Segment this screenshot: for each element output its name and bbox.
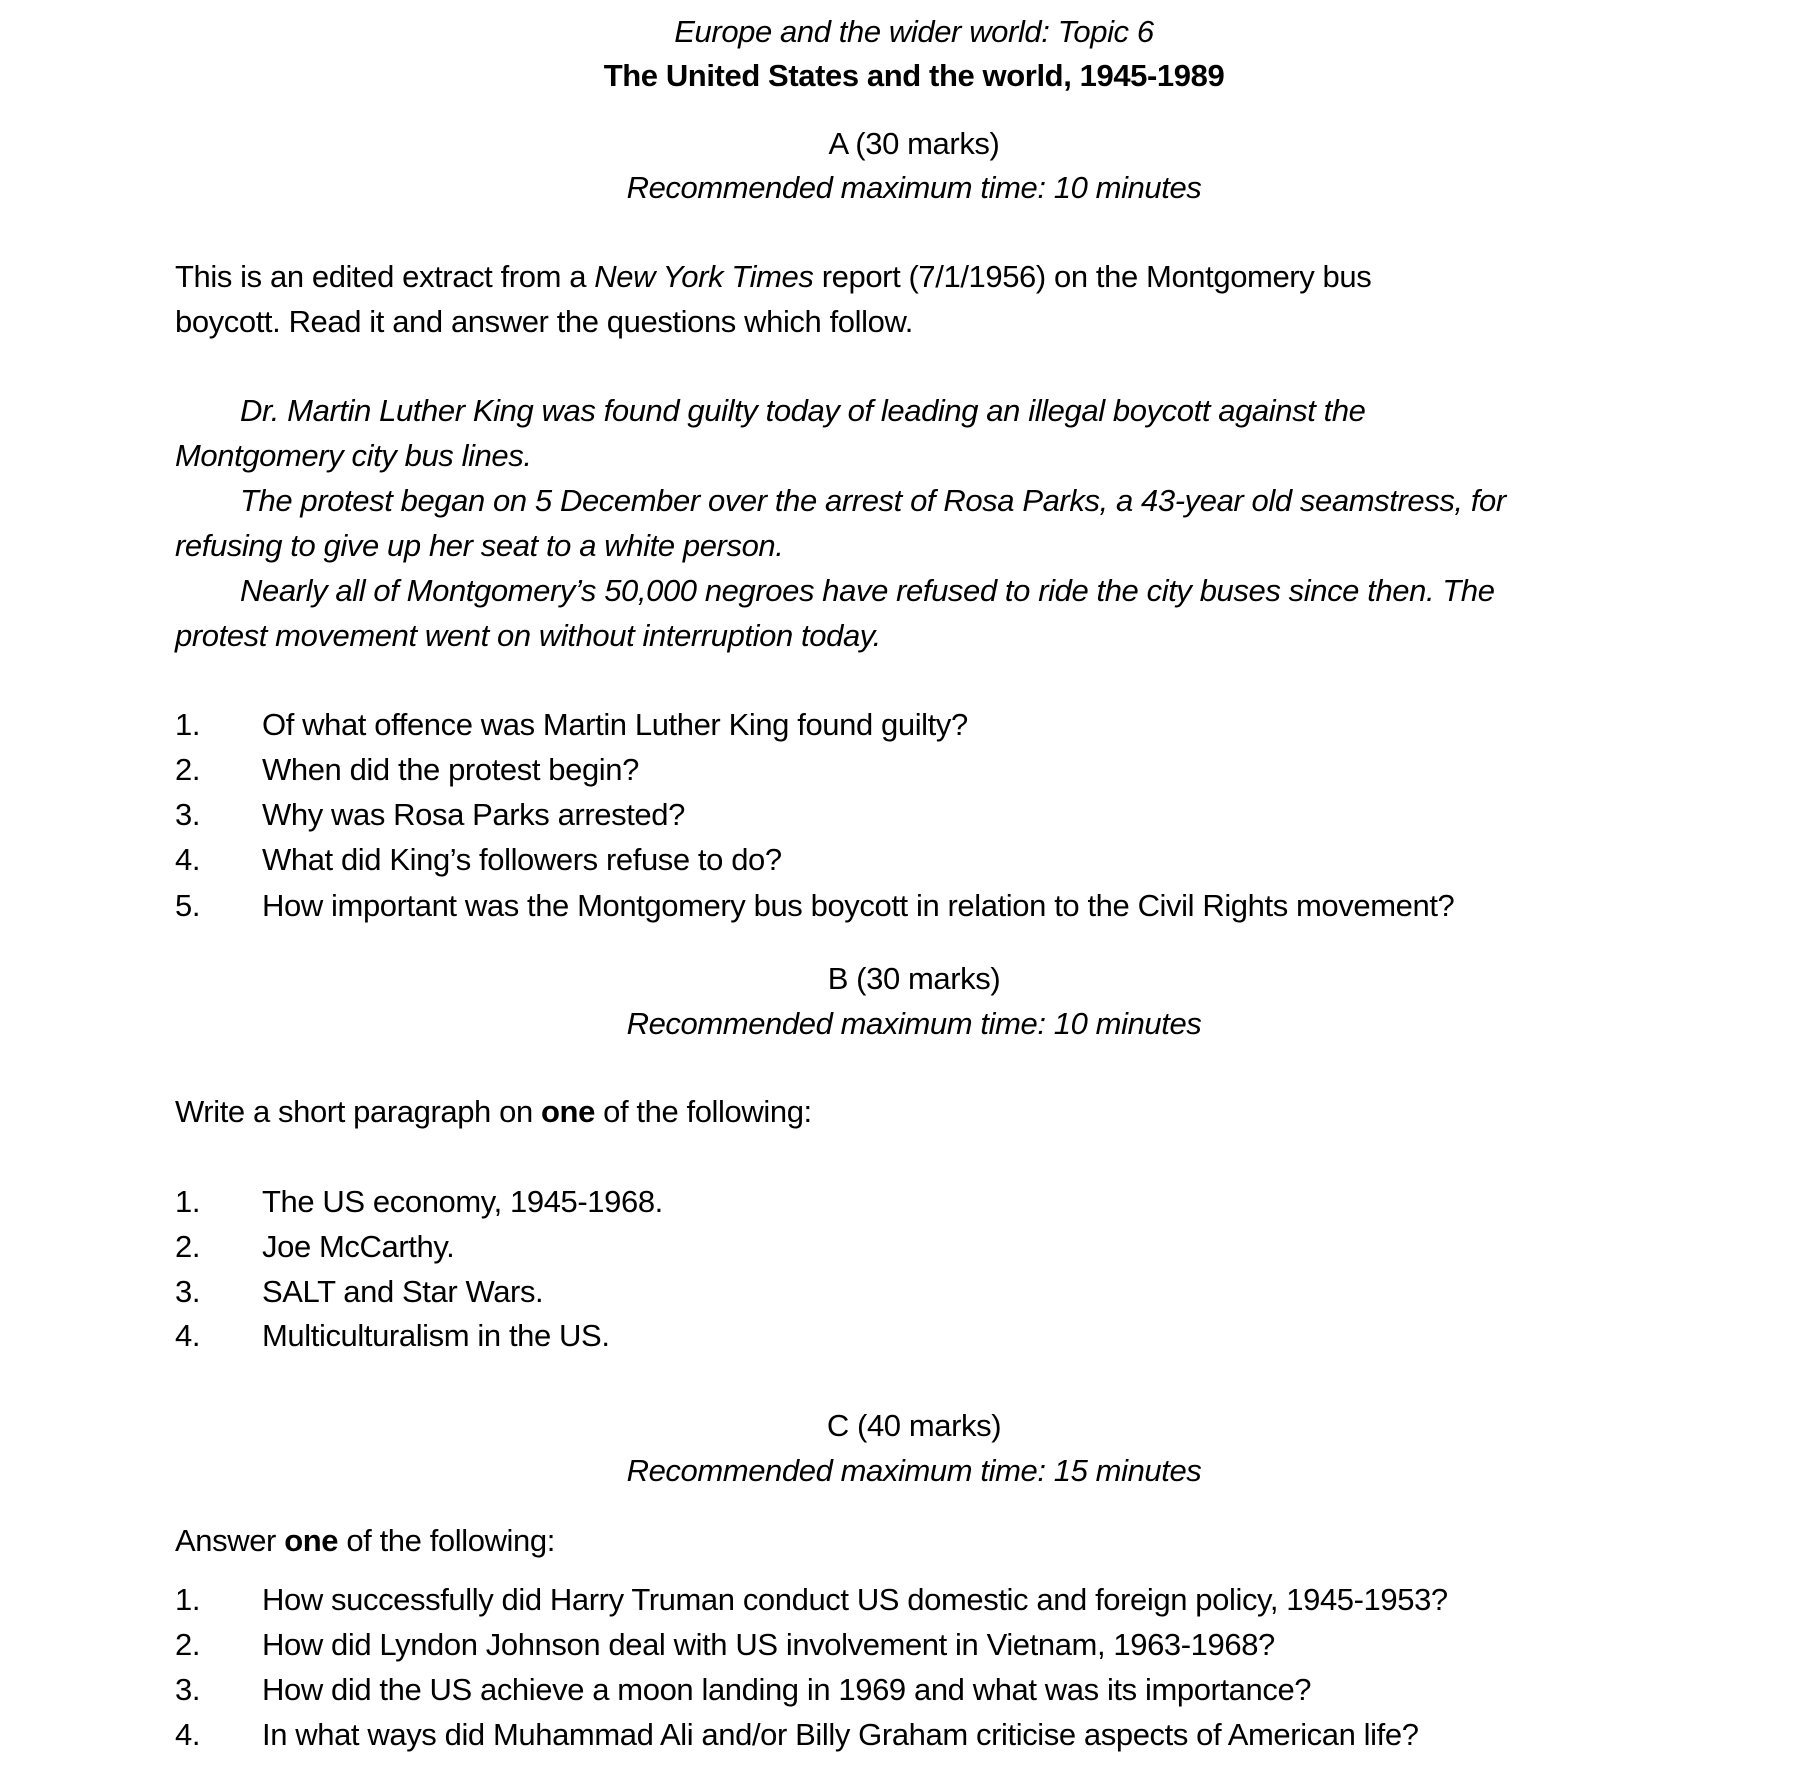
question-number: 1. <box>175 707 201 742</box>
section-c-time: Recommended maximum time: 15 minutes <box>626 1453 1202 1488</box>
question-item <box>0 747 1818 792</box>
question-text: Why was Rosa Parks arrested? <box>262 797 685 832</box>
instruction-post: of the following: <box>594 1094 812 1129</box>
list-item <box>0 1577 1818 1622</box>
page-title: The United States and the world, 1945-1989 <box>603 58 1225 93</box>
list-item <box>0 1179 1818 1224</box>
section-b-instruction <box>175 1089 812 1134</box>
section-b-time: Recommended maximum time: 10 minutes <box>626 1006 1202 1041</box>
item-text: How successfully did Harry Truman conduct US domestic and foreign policy, 1945-1953? <box>262 1582 1448 1617</box>
question-text: Of what offence was Martin Luther King found guilty? <box>262 707 968 742</box>
instruction-pre: Write a short paragraph on <box>175 1094 541 1129</box>
item-number: 3. <box>175 1274 201 1309</box>
question-text: How important was the Montgomery bus boycott in relation to the Civil Rights movement? <box>262 888 1455 923</box>
item-number: 3. <box>175 1672 201 1707</box>
item-text: SALT and Star Wars. <box>262 1274 544 1309</box>
question-text: What did King’s followers refuse to do? <box>262 842 782 877</box>
item-number: 2. <box>175 1229 201 1264</box>
extract-line: Nearly all of Montgomery’s 50,000 negroes have refused to ride the city buses since then. The <box>240 573 1495 608</box>
extract-line: The protest began on 5 December over the arrest of Rosa Parks, a 43-year old seamstress, for <box>240 483 1506 518</box>
list-item <box>0 1269 1818 1314</box>
section-a-time: Recommended maximum time: 10 minutes <box>626 170 1202 205</box>
question-item <box>0 837 1818 882</box>
item-text: How did the US achieve a moon landing in 1969 and what was its importance? <box>262 1672 1312 1707</box>
instruction-emphasis: one <box>541 1094 595 1129</box>
item-number: 1. <box>175 1582 201 1617</box>
question-number: 5. <box>175 888 201 923</box>
instruction-emphasis: one <box>284 1523 339 1558</box>
intro-pre: This is an edited extract from a <box>175 259 595 294</box>
instruction-pre: Answer <box>175 1523 285 1558</box>
list-item <box>0 1712 1818 1757</box>
extract-line: refusing to give up her seat to a white person. <box>175 528 784 563</box>
list-item <box>0 1224 1818 1269</box>
extract-line: Montgomery city bus lines. <box>175 438 532 473</box>
item-number: 2. <box>175 1627 201 1662</box>
topic-line: Europe and the wider world: Topic 6 <box>674 14 1154 49</box>
intro-line-1 <box>175 254 1371 299</box>
question-item <box>0 702 1818 747</box>
item-text: Joe McCarthy. <box>262 1229 455 1264</box>
list-item <box>0 1667 1818 1712</box>
item-number: 4. <box>175 1717 201 1752</box>
item-text: Multiculturalism in the US. <box>262 1318 610 1353</box>
question-number: 4. <box>175 842 201 877</box>
intro-source: New York Times <box>594 259 814 294</box>
item-number: 1. <box>175 1184 201 1219</box>
section-c-instruction <box>175 1518 555 1563</box>
item-text: How did Lyndon Johnson deal with US involvement in Vietnam, 1963-1968? <box>262 1627 1275 1662</box>
intro-line-2: boycott. Read it and answer the questions which follow. <box>175 304 913 339</box>
question-item <box>0 792 1818 837</box>
instruction-post: of the following: <box>338 1523 555 1558</box>
list-item <box>0 1313 1818 1358</box>
item-number: 4. <box>175 1318 201 1353</box>
item-text: The US economy, 1945-1968. <box>262 1184 663 1219</box>
intro-post: report (7/1/1956) on the Montgomery bus <box>813 259 1372 294</box>
question-item <box>0 883 1818 928</box>
question-text: When did the protest begin? <box>262 752 639 787</box>
list-item <box>0 1622 1818 1667</box>
section-b-heading: B (30 marks) <box>827 961 1001 996</box>
extract-line: Dr. Martin Luther King was found guilty today of leading an illegal boycott against the <box>240 393 1366 428</box>
section-c-heading: C (40 marks) <box>826 1408 1002 1443</box>
extract-line: protest movement went on without interruption today. <box>175 618 881 653</box>
question-number: 3. <box>175 797 201 832</box>
item-text: In what ways did Muhammad Ali and/or Billy Graham criticise aspects of American life? <box>262 1717 1419 1752</box>
section-a-heading: A (30 marks) <box>828 126 1000 161</box>
question-number: 2. <box>175 752 201 787</box>
